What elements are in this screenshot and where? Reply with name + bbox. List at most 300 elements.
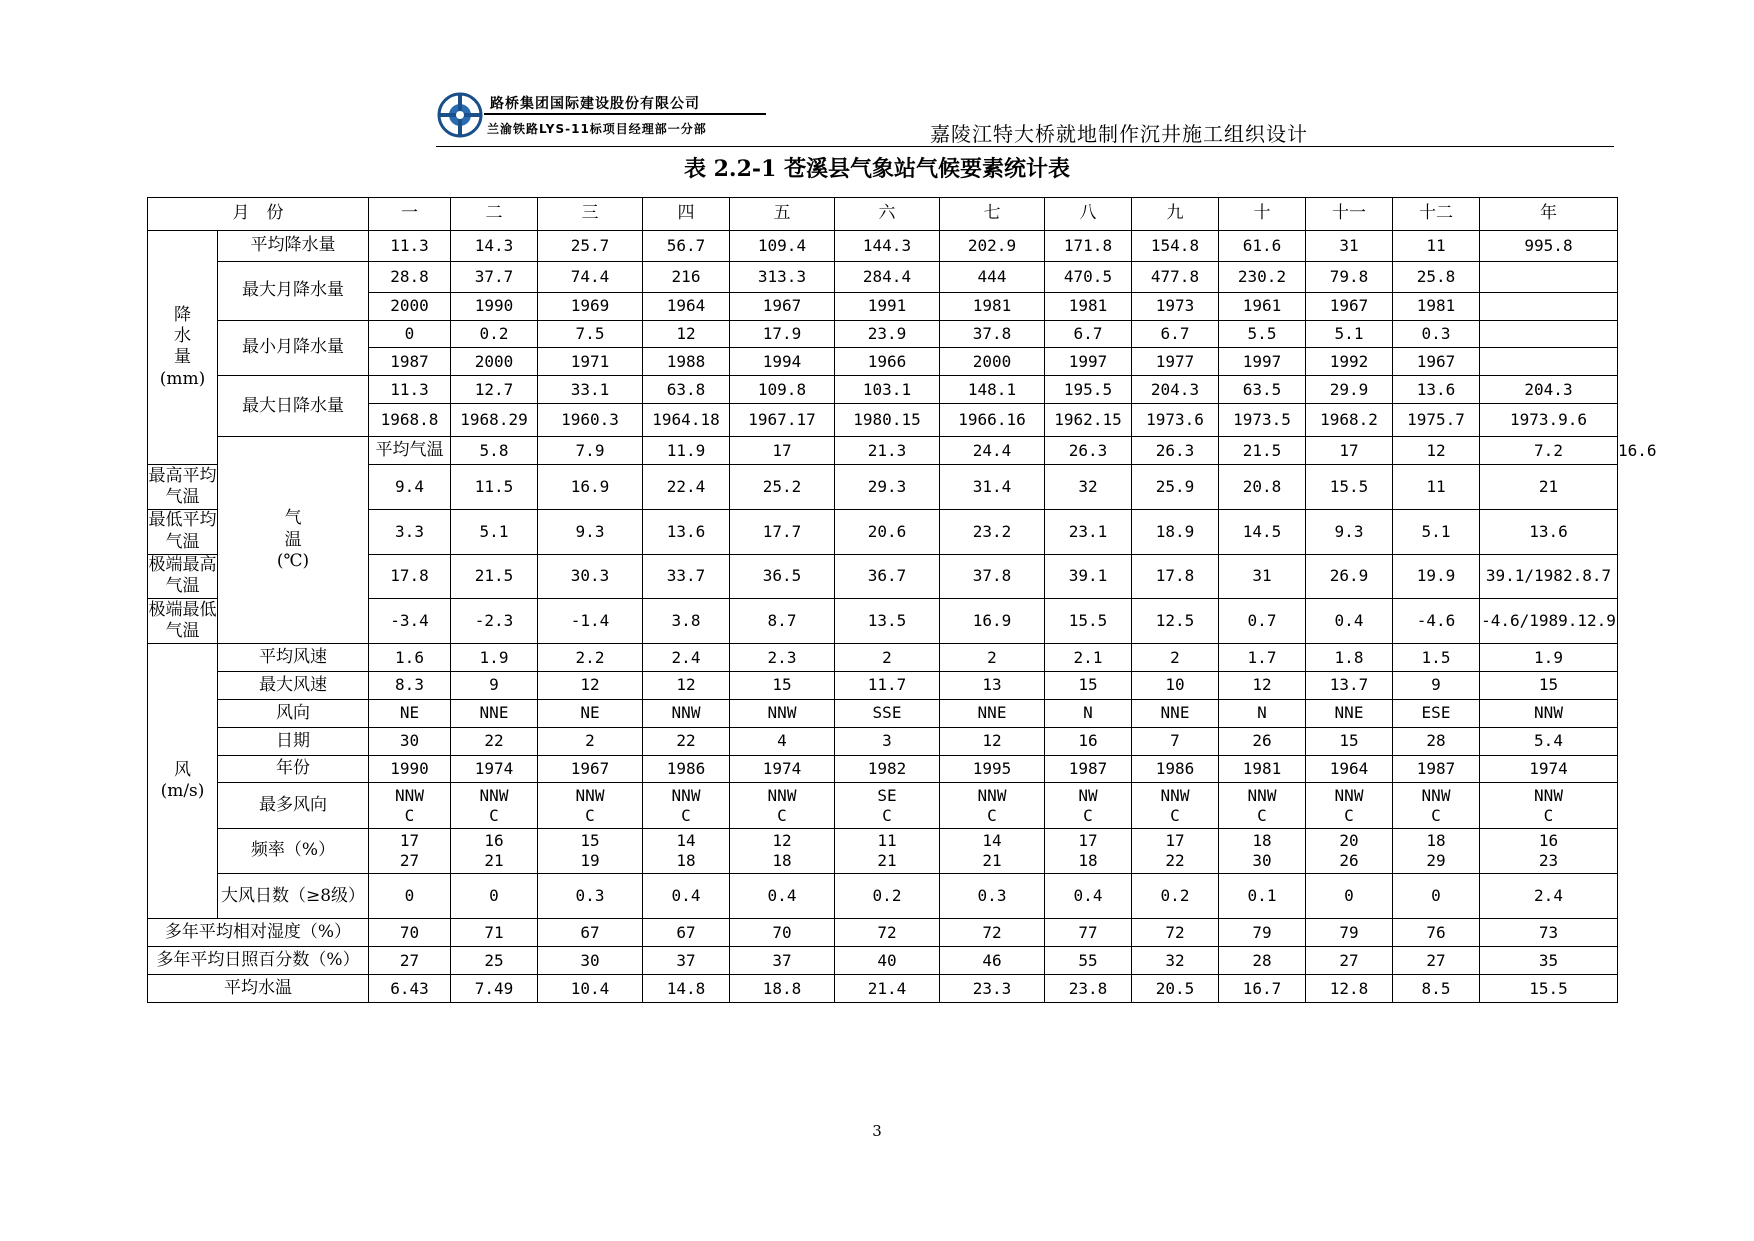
month-value: 0.2 (451, 320, 538, 348)
month-value: 16 (1045, 727, 1132, 755)
month-value: 17.8 (1132, 554, 1219, 599)
month-value: 144.3 (835, 230, 940, 261)
month-value: 103.1 (835, 376, 940, 404)
month-value: 12.5 (1132, 599, 1219, 644)
month-value: 30 (538, 947, 643, 975)
cell-line-bottom: C (1257, 805, 1267, 825)
month-value: 7 (1132, 727, 1219, 755)
cell-line-bottom: 29 (1426, 850, 1446, 870)
table-row (148, 404, 1618, 437)
year-value: 2.4 (1480, 874, 1618, 919)
year-value: 13.6 (1480, 509, 1618, 554)
cell-line-bottom: C (1344, 805, 1354, 825)
month-value: 1967 (1306, 292, 1393, 320)
month-value: 6.43 (369, 975, 451, 1003)
month-value: 1973.6 (1132, 404, 1219, 437)
month-value: 27 (369, 947, 451, 975)
month-value: 6.7 (1132, 320, 1219, 348)
year-value: 35 (1480, 947, 1618, 975)
month-value: 17.7 (730, 509, 835, 554)
year-value (1480, 828, 1618, 873)
cell-line-top: 15 (580, 830, 600, 850)
month-value: 9 (451, 672, 538, 700)
year-value: 39.1/1982.8.7 (1480, 554, 1618, 599)
row-label: 日期 (218, 727, 369, 755)
year-value (1480, 320, 1618, 348)
month-value: 1974 (451, 755, 538, 783)
row-label: 频率（%） (218, 828, 369, 873)
cell-line-top: NNW (1534, 785, 1563, 805)
month-value: 28 (1219, 947, 1306, 975)
month-value: -2.3 (451, 599, 538, 644)
month-value: 15 (730, 672, 835, 700)
cell-line-bottom: 27 (399, 850, 420, 870)
month-value (1219, 828, 1306, 873)
month-value: 2 (538, 727, 643, 755)
month-value: 9.3 (538, 509, 643, 554)
row-label: 年份 (218, 755, 369, 783)
month-value: 55 (1045, 947, 1132, 975)
year-value: 15.5 (1480, 975, 1618, 1003)
month-value: 154.8 (1132, 230, 1219, 261)
page-header (0, 0, 1754, 150)
month-value: 67 (538, 919, 643, 947)
table-row: 气 温 (℃) 平均气温 5.8 7.9 11.9 17 21.3 24.4 26.3 26.3 21.5 17 12 7.2 16.6 (148, 437, 1618, 465)
month-value: 25.9 (1132, 464, 1219, 509)
month-value: 12 (1219, 672, 1306, 700)
month-value: 230.2 (1219, 261, 1306, 292)
header-month: 一 (369, 198, 451, 231)
cell-line-top: NNW (977, 785, 1007, 805)
month-value: 1964 (643, 292, 730, 320)
month-value: 477.8 (1132, 261, 1219, 292)
month-value (1306, 828, 1393, 873)
page-number: 3 (872, 1122, 882, 1140)
month-value: 15.5 (1306, 464, 1393, 509)
month-value: 37 (730, 947, 835, 975)
header-month: 十 (1219, 198, 1306, 231)
month-value: 79.8 (1306, 261, 1393, 292)
group-label-line: 量 (174, 347, 191, 368)
document-title: 嘉陵江特大桥就地制作沉井施工组织设计 (930, 122, 1308, 146)
month-value: 25.2 (730, 464, 835, 509)
row-label: 最大风速 (218, 672, 369, 700)
cell-line-bottom: 21 (877, 850, 897, 870)
month-value: 0 (369, 874, 451, 919)
month-value: 22 (643, 727, 730, 755)
cell-line-top: NNW (767, 785, 797, 805)
month-value: 77 (1045, 919, 1132, 947)
table-row (148, 828, 1618, 873)
company-logo-icon (436, 91, 484, 139)
month-value: 109.8 (730, 376, 835, 404)
month-value: 2000 (940, 348, 1045, 376)
month-value: 0.2 (835, 874, 940, 919)
table-row (148, 755, 1618, 783)
month-value: 3.3 (369, 509, 451, 554)
month-value: 1.9 (451, 644, 538, 672)
month-value: 21.5 (1219, 437, 1306, 465)
cell-line-top: NW (1078, 785, 1098, 805)
month-value: 1982 (835, 755, 940, 783)
month-value: 15.5 (1045, 599, 1132, 644)
table-row (148, 261, 1618, 292)
month-value (730, 828, 835, 873)
cell-line-bottom: 21 (982, 850, 1002, 870)
month-value: 20.6 (835, 509, 940, 554)
year-value (1480, 783, 1618, 828)
month-value: 470.5 (1045, 261, 1132, 292)
cell-line-top: 11 (877, 830, 897, 850)
table-row (148, 599, 1618, 644)
month-value (1219, 783, 1306, 828)
month-value: 8.5 (1393, 975, 1480, 1003)
month-value: 109.4 (730, 230, 835, 261)
month-value: 33.1 (538, 376, 643, 404)
month-value: 76 (1393, 919, 1480, 947)
month-value: 1964 (1306, 755, 1393, 783)
month-value: 1995 (940, 755, 1045, 783)
month-value: 0.4 (1306, 599, 1393, 644)
month-value: 74.4 (538, 261, 643, 292)
year-value: 1973.9.6 (1480, 404, 1618, 437)
month-value: NNE (940, 699, 1045, 727)
month-value: 0.4 (730, 874, 835, 919)
table-row (148, 644, 1618, 672)
group-label-line: (mm) (159, 368, 206, 389)
month-value: 17 (730, 437, 835, 465)
header-divider (484, 113, 766, 115)
row-label: 极端最低气温 (148, 599, 218, 644)
cell-line-bottom: C (404, 805, 415, 825)
month-value: 1968.29 (451, 404, 538, 437)
month-value: 27 (1393, 947, 1480, 975)
header-month: 九 (1132, 198, 1219, 231)
month-value: 11.3 (369, 376, 451, 404)
month-value: 12 (940, 727, 1045, 755)
month-value (1132, 783, 1219, 828)
month-value: 67 (643, 919, 730, 947)
month-value: 21.4 (835, 975, 940, 1003)
month-value (451, 828, 538, 873)
header-year: 年 (1480, 198, 1618, 231)
month-value: 1990 (369, 755, 451, 783)
cell-line-top: NNW (1247, 785, 1277, 805)
cell-line-top: 14 (676, 830, 696, 850)
month-value (835, 828, 940, 873)
month-value: 2 (1132, 644, 1219, 672)
month-value: 11.5 (451, 464, 538, 509)
row-label: 最低平均气温 (148, 509, 218, 554)
month-value: NNW (643, 699, 730, 727)
row-label: 平均降水量 (218, 230, 369, 261)
month-value: 1981 (1219, 755, 1306, 783)
cell-line-top: 18 (1426, 830, 1446, 850)
month-value: 12.8 (1306, 975, 1393, 1003)
month-value: 1981 (1045, 292, 1132, 320)
month-value: 1961 (1219, 292, 1306, 320)
month-value: 26.3 (1132, 437, 1219, 465)
month-value: 5.1 (1393, 509, 1480, 554)
header-month: 七 (940, 198, 1045, 231)
month-value: 1967 (538, 755, 643, 783)
month-value: 0.3 (538, 874, 643, 919)
month-value: 16.7 (1219, 975, 1306, 1003)
month-value: 1988 (643, 348, 730, 376)
month-value (940, 783, 1045, 828)
month-value: 1991 (835, 292, 940, 320)
month-value: 444 (940, 261, 1045, 292)
cell-line-bottom: C (1170, 805, 1180, 825)
group-label (218, 437, 369, 644)
month-value: 12 (643, 672, 730, 700)
month-value: 1997 (1219, 348, 1306, 376)
month-value: 70 (730, 919, 835, 947)
month-value: 0.7 (1219, 599, 1306, 644)
month-value: 0.1 (1219, 874, 1306, 919)
month-value: 32 (1045, 464, 1132, 509)
month-value: 1990 (451, 292, 538, 320)
row-label: 最多风向 (218, 783, 369, 828)
cell-line-bottom: 19 (580, 850, 600, 870)
month-value: 16.9 (538, 464, 643, 509)
month-value: 32 (1132, 947, 1219, 975)
month-value: 56.7 (643, 230, 730, 261)
row-label-wide: 多年平均相对湿度（%） (148, 919, 369, 947)
header-month: 十一 (1306, 198, 1393, 231)
group-label-line: 水 (174, 326, 191, 347)
cell-line-bottom: C (585, 805, 595, 825)
cell-line-top: 17 (1078, 830, 1098, 850)
month-value: 33.7 (643, 554, 730, 599)
month-value: 40 (835, 947, 940, 975)
month-value: 13 (940, 672, 1045, 700)
month-value: 13.6 (643, 509, 730, 554)
month-value: 7.49 (451, 975, 538, 1003)
month-value: 1967.17 (730, 404, 835, 437)
month-value: 313.3 (730, 261, 835, 292)
month-value: 1981 (940, 292, 1045, 320)
month-value (538, 783, 643, 828)
month-value: NE (538, 699, 643, 727)
month-value: SSE (835, 699, 940, 727)
group-label (148, 230, 218, 464)
climate-statistics-table (147, 197, 1657, 1003)
month-value: 31 (1219, 554, 1306, 599)
group-label-line: (℃) (276, 550, 310, 571)
group-label (148, 644, 218, 919)
row-label: 最大日降水量 (218, 376, 369, 437)
row-label: 最大月降水量 (218, 261, 369, 320)
group-label-line: 温 (284, 529, 302, 550)
month-value (1306, 783, 1393, 828)
cell-line-bottom: 23 (1538, 850, 1559, 870)
month-value: 1987 (369, 348, 451, 376)
month-value: 2.3 (730, 644, 835, 672)
cell-line-bottom: C (882, 805, 892, 825)
month-value: 1980.15 (835, 404, 940, 437)
month-value: 5.8 (451, 437, 538, 465)
month-value: 1962.15 (1045, 404, 1132, 437)
month-value (835, 783, 940, 828)
month-value: 46 (940, 947, 1045, 975)
month-value: 36.7 (835, 554, 940, 599)
year-value: 204.3 (1480, 376, 1618, 404)
month-value: 1968.2 (1306, 404, 1393, 437)
month-value: 1994 (730, 348, 835, 376)
month-value: 23.9 (835, 320, 940, 348)
month-value: 1973 (1132, 292, 1219, 320)
cell-line-top: NNW (395, 785, 424, 805)
month-value: 7.5 (538, 320, 643, 348)
month-value (1132, 828, 1219, 873)
year-value: 73 (1480, 919, 1618, 947)
table-row (148, 874, 1618, 919)
month-value: 1971 (538, 348, 643, 376)
month-value: 11.3 (369, 230, 451, 261)
month-value: 1.6 (369, 644, 451, 672)
cell-line-top: 12 (772, 830, 792, 850)
month-value: 12 (643, 320, 730, 348)
month-value: 30 (369, 727, 451, 755)
cell-line-bottom: 26 (1339, 850, 1359, 870)
year-value: 995.8 (1480, 230, 1618, 261)
header-month: 四 (643, 198, 730, 231)
year-value: 15 (1480, 672, 1618, 700)
month-value: 1.5 (1393, 644, 1480, 672)
month-value: N (1045, 699, 1132, 727)
month-value: 22.4 (643, 464, 730, 509)
table-title: 表 2.2-1 苍溪县气象站气候要素统计表 (683, 156, 1071, 182)
cell-line-top: NNW (479, 785, 509, 805)
month-value: NE (369, 699, 451, 727)
row-label: 风向 (218, 699, 369, 727)
header-month: 八 (1045, 198, 1132, 231)
month-value: 1967 (730, 292, 835, 320)
year-value (1480, 348, 1618, 376)
month-value: 26.9 (1306, 554, 1393, 599)
cell-line-bottom: C (1431, 805, 1441, 825)
month-value: 17.9 (730, 320, 835, 348)
month-value: 10 (1132, 672, 1219, 700)
month-value: 5.1 (451, 509, 538, 554)
header-month: 三 (538, 198, 643, 231)
month-value: 17 (1306, 437, 1393, 465)
header-rule (436, 146, 1614, 147)
month-value: 37.8 (940, 320, 1045, 348)
cell-line-bottom: 18 (676, 850, 696, 870)
year-value: -4.6/1989.12.9 (1480, 599, 1618, 644)
table-row (148, 464, 1618, 509)
cell-line-top: NNW (1334, 785, 1364, 805)
month-value: 13.7 (1306, 672, 1393, 700)
month-value: 12 (1393, 437, 1480, 465)
month-value: 23.3 (940, 975, 1045, 1003)
month-value: -3.4 (369, 599, 451, 644)
month-value: NNW (730, 699, 835, 727)
cell-line-top: NNW (575, 785, 605, 805)
month-value: 3.8 (643, 599, 730, 644)
month-value: 37 (643, 947, 730, 975)
table-row (148, 554, 1618, 599)
month-value: 79 (1306, 919, 1393, 947)
table-row (148, 727, 1618, 755)
month-value: 19.9 (1393, 554, 1480, 599)
month-value: 0.3 (1393, 320, 1480, 348)
month-value: 4 (730, 727, 835, 755)
month-value: 71 (451, 919, 538, 947)
month-value: 25.7 (538, 230, 643, 261)
cell-line-top: 20 (1339, 830, 1359, 850)
month-value: 29.9 (1306, 376, 1393, 404)
month-value: 27 (1306, 947, 1393, 975)
row-label-wide: 多年平均日照百分数（%） (148, 947, 369, 975)
month-value (369, 783, 451, 828)
month-value: 1.8 (1306, 644, 1393, 672)
month-value: 13.5 (835, 599, 940, 644)
month-value: 72 (940, 919, 1045, 947)
month-value: 204.3 (1132, 376, 1219, 404)
month-value: 31 (1306, 230, 1393, 261)
month-value: 26.3 (1045, 437, 1132, 465)
row-label: 最小月降水量 (218, 320, 369, 376)
year-value: 1974 (1480, 755, 1618, 783)
month-value: 25 (451, 947, 538, 975)
month-value: 202.9 (940, 230, 1045, 261)
month-value: 7.2 (1480, 437, 1618, 465)
month-value: 0.4 (643, 874, 730, 919)
month-value (369, 828, 451, 873)
row-label: 大风日数（≥8级） (218, 874, 369, 919)
month-value (643, 828, 730, 873)
year-value (1480, 261, 1618, 292)
month-value: 17.8 (369, 554, 451, 599)
year-value: 5.4 (1480, 727, 1618, 755)
month-value: 39.1 (1045, 554, 1132, 599)
month-value: 1966 (835, 348, 940, 376)
month-value: 13.6 (1393, 376, 1480, 404)
month-value: 79 (1219, 919, 1306, 947)
month-value: 2 (940, 644, 1045, 672)
month-value: 21.5 (451, 554, 538, 599)
cell-line-top: NNW (1421, 785, 1451, 805)
table-row (148, 509, 1618, 554)
month-value: 2.1 (1045, 644, 1132, 672)
cell-line-top: 16 (484, 830, 504, 850)
cell-line-top: NNW (671, 785, 701, 805)
month-value: 10.4 (538, 975, 643, 1003)
month-value: 1.7 (1219, 644, 1306, 672)
month-value: 5.1 (1306, 320, 1393, 348)
month-value: 37.7 (451, 261, 538, 292)
month-value: 61.6 (1219, 230, 1306, 261)
month-value: 9 (1393, 672, 1480, 700)
month-value: 1974 (730, 755, 835, 783)
month-value: 14.3 (451, 230, 538, 261)
cell-line-bottom: C (1083, 805, 1093, 825)
month-value: 29.3 (835, 464, 940, 509)
table-row (148, 947, 1618, 975)
month-value: 1975.7 (1393, 404, 1480, 437)
month-value: 25.8 (1393, 261, 1480, 292)
table-row (148, 783, 1618, 828)
month-value: 1977 (1132, 348, 1219, 376)
table-row (148, 320, 1618, 348)
month-value (1045, 828, 1132, 873)
table-row (148, 376, 1618, 404)
month-value: 1960.3 (538, 404, 643, 437)
month-value: 18.8 (730, 975, 835, 1003)
